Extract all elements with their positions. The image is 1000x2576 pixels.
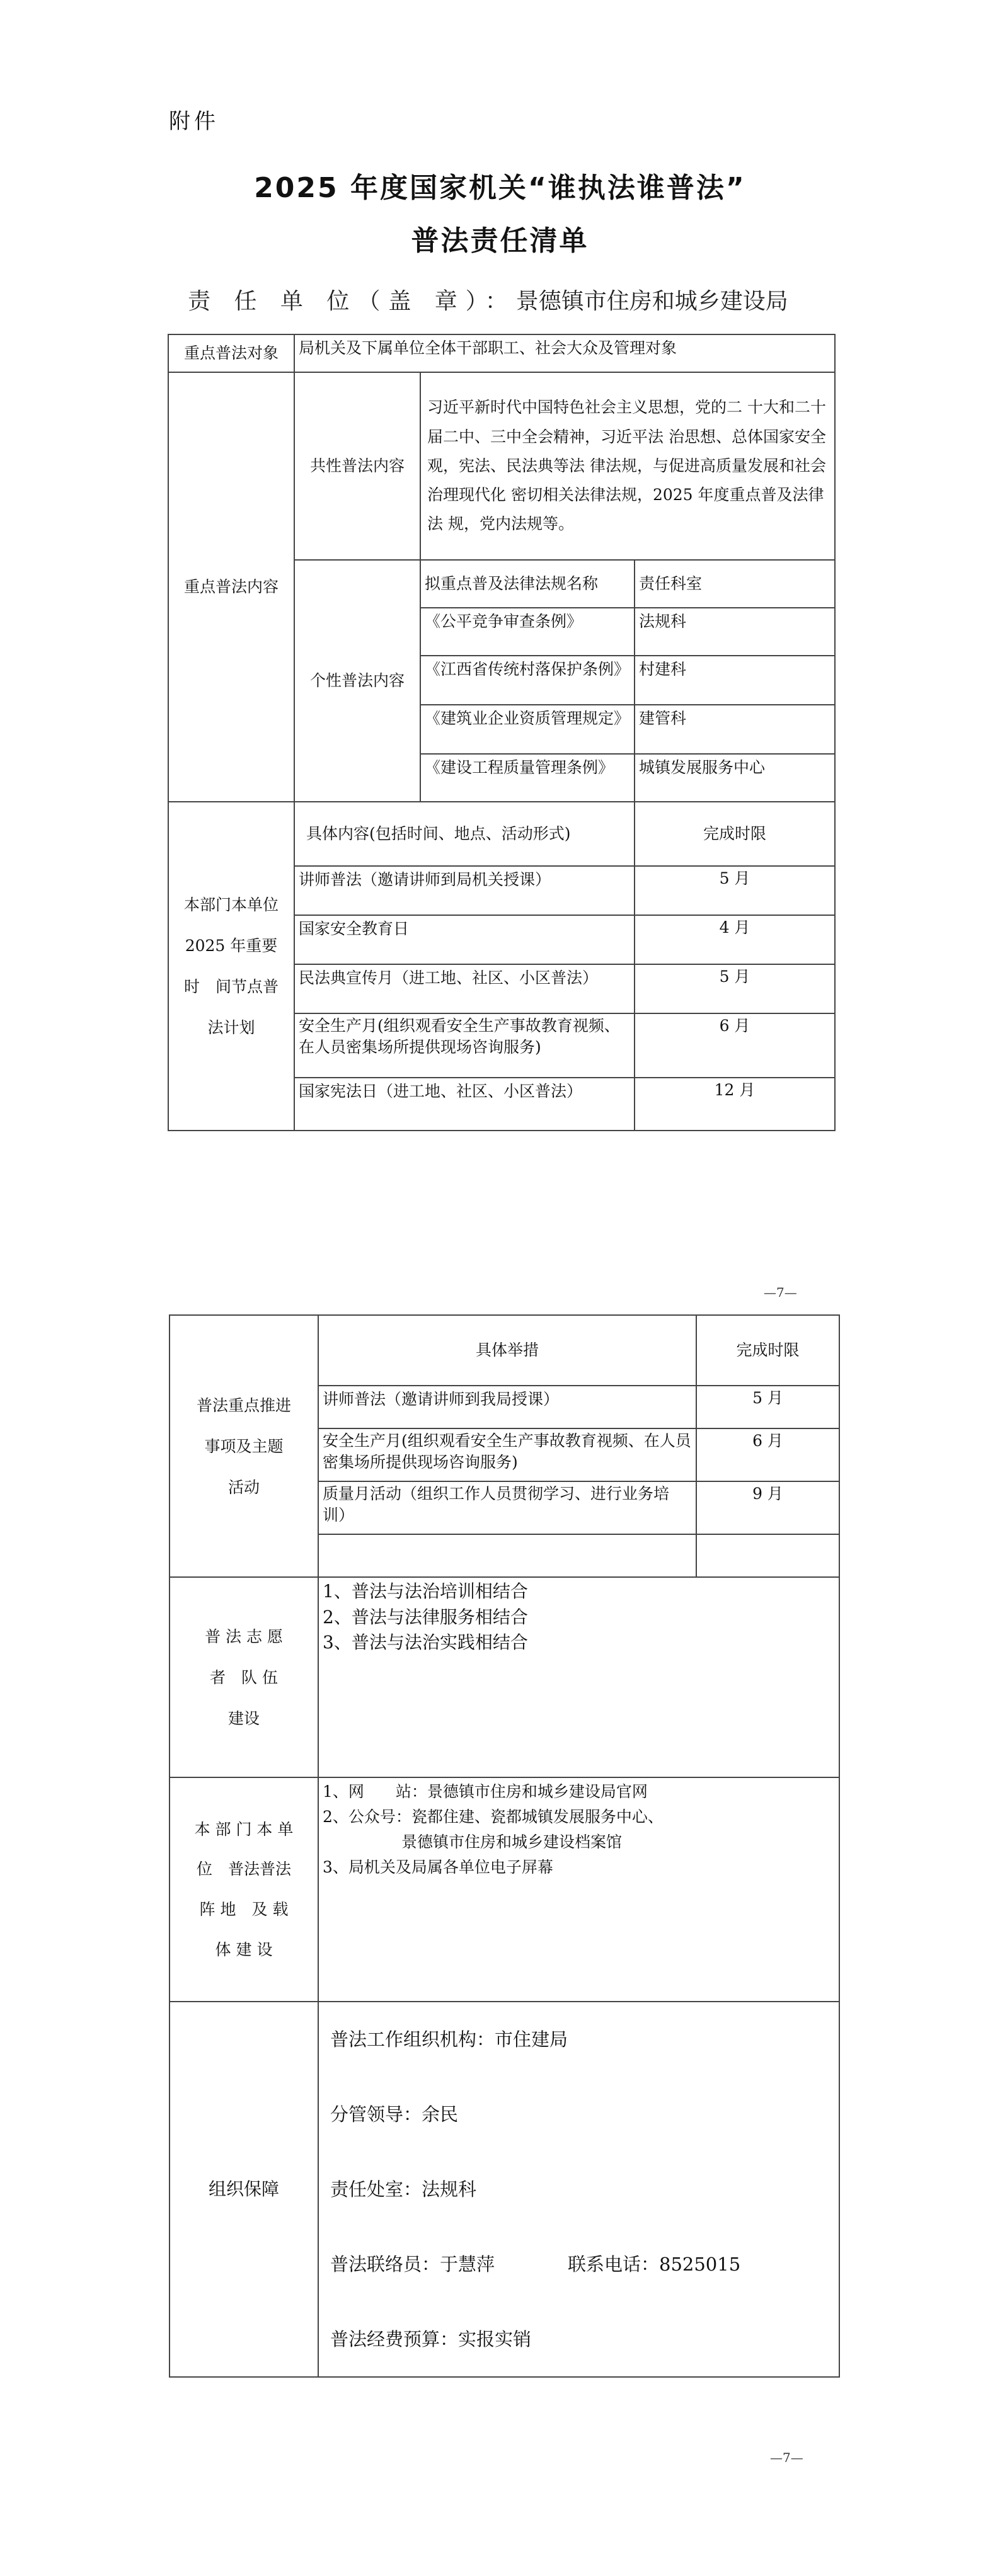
responsibility-table-continued bbox=[169, 1314, 840, 2378]
plan-time-cell: 4 月 bbox=[635, 915, 835, 964]
measures-time-cell bbox=[696, 1534, 839, 1577]
plan-label bbox=[168, 802, 294, 1131]
org-item: 普法经费预算：实报实销 bbox=[330, 2328, 532, 2350]
special-dept-cell: 建管科 bbox=[635, 705, 835, 754]
org-item: 分管领导：余民 bbox=[330, 2103, 459, 2125]
plan-label-line: 本部门本单位 bbox=[183, 896, 279, 914]
special-label: 个性普法内容 bbox=[294, 560, 420, 802]
plan-time-cell: 5 月 bbox=[635, 866, 835, 915]
common-label: 共性普法内容 bbox=[294, 372, 420, 560]
org-label: 组织保障 bbox=[170, 2002, 318, 2377]
volunteer-item: 2、普法与法律服务相结合 bbox=[323, 1606, 528, 1627]
measures-content-cell bbox=[318, 1534, 696, 1577]
special-header-dept: 责任科室 bbox=[635, 560, 835, 608]
common-text: 习近平新时代中国特色社会主义思想，党的二 十大和二十届二中、三中全会精神，习近平法 治思想、总体国家安全观，宪法、民法典等法 律法规，与促进高质量发展和社会治理现代化 密切相关法律法规，2025 年度重点普及法律法 规，党内法规等。 bbox=[420, 372, 835, 560]
special-law-cell: 《江西省传统村落保护条例》 bbox=[420, 656, 635, 705]
attachment-label: 附件 bbox=[169, 109, 219, 134]
document-title-line1: 2025 年度国家机关“谁执法谁普法” bbox=[254, 172, 746, 204]
plan-header-time: 完成时限 bbox=[635, 802, 835, 866]
positions-item: 1、网 站：景德镇市住房和城乡建设局官网 bbox=[323, 1782, 648, 1801]
target-value: 局机关及下属单位全体干部职工、社会大众及管理对象 bbox=[294, 334, 835, 372]
responsible-unit-value: 景德镇市住房和城乡建设局 bbox=[515, 288, 788, 314]
positions-label-line: 阵 地 及 载 bbox=[199, 1900, 289, 1918]
measures-label bbox=[170, 1315, 318, 1577]
volunteer-item: 3、普法与法治实践相结合 bbox=[323, 1632, 528, 1653]
volunteer-label-line: 者 队 伍 bbox=[210, 1668, 278, 1687]
special-dept-cell: 法规科 bbox=[635, 608, 835, 656]
measures-label-line: 活动 bbox=[227, 1478, 260, 1496]
document-title-line2: 普法责任清单 bbox=[411, 225, 589, 257]
measures-content-cell: 安全生产月(组织观看安全生产事故教育视频、在人员密集场所提供现场咨询服务) bbox=[318, 1428, 696, 1481]
measures-content-cell: 质量月活动（组织工作人员贯彻学习、进行业务培训） bbox=[318, 1481, 696, 1534]
responsibility-table bbox=[168, 334, 836, 1131]
plan-label-line: 法计划 bbox=[207, 1018, 255, 1037]
special-law-cell: 《建设工程质量管理条例》 bbox=[420, 754, 635, 802]
positions-label bbox=[170, 1777, 318, 2002]
org-item: 普法工作组织机构：市住建局 bbox=[330, 2029, 568, 2050]
plan-content-cell: 国家安全教育日 bbox=[294, 915, 635, 964]
plan-content-cell: 安全生产月(组织观看安全生产事故教育视频、在人员密集场所提供现场咨询服务) bbox=[294, 1013, 635, 1078]
plan-label-line: 2025 年重要 bbox=[185, 937, 278, 955]
measures-time-header: 完成时限 bbox=[696, 1315, 839, 1386]
special-dept-cell: 城镇发展服务中心 bbox=[635, 754, 835, 802]
volunteer-label bbox=[170, 1577, 318, 1777]
special-dept-cell: 村建科 bbox=[635, 656, 835, 705]
volunteer-items bbox=[318, 1577, 839, 1777]
positions-item: 2、公众号：瓷都住建、瓷都城镇发展服务中心、 bbox=[323, 1808, 664, 1826]
plan-label-line: 时 间节点普 bbox=[183, 977, 279, 996]
volunteer-label-line: 普 法 志 愿 bbox=[205, 1627, 283, 1646]
page-number: —7— bbox=[764, 1285, 797, 1300]
plan-content-cell: 国家宪法日（进工地、社区、小区普法） bbox=[294, 1078, 635, 1131]
measures-content-cell: 讲师普法（邀请讲师到我局授课） bbox=[318, 1386, 696, 1428]
plan-content-cell: 民法典宣传月（进工地、社区、小区普法） bbox=[294, 964, 635, 1013]
measures-label-line: 普法重点推进 bbox=[196, 1396, 291, 1415]
special-law-cell: 《公平竞争审查条例》 bbox=[420, 608, 635, 656]
positions-label-line: 位 普法普法 bbox=[196, 1860, 291, 1879]
responsible-unit bbox=[188, 283, 788, 316]
plan-time-cell: 6 月 bbox=[635, 1013, 835, 1078]
measures-time-cell: 5 月 bbox=[696, 1386, 839, 1428]
org-items bbox=[318, 2002, 839, 2377]
org-item: 责任处室：法规科 bbox=[330, 2178, 477, 2200]
org-item: 普法联络员：于慧萍 联系电话：8525015 bbox=[330, 2253, 741, 2275]
page-number: —7— bbox=[770, 2450, 803, 2465]
plan-time-cell: 12 月 bbox=[635, 1078, 835, 1131]
positions-item: 景德镇市住房和城乡建设档案馆 bbox=[323, 1833, 623, 1851]
measures-time-cell: 9 月 bbox=[696, 1481, 839, 1534]
measures-label-line: 事项及主题 bbox=[204, 1437, 284, 1456]
content-label: 重点普法内容 bbox=[168, 372, 294, 802]
positions-items bbox=[318, 1777, 839, 2002]
plan-time-cell: 5 月 bbox=[635, 964, 835, 1013]
plan-content-cell: 讲师普法（邀请讲师到局机关授课） bbox=[294, 866, 635, 915]
special-header-law: 拟重点普及法律法规名称 bbox=[420, 560, 635, 608]
measures-header: 具体举措 bbox=[318, 1315, 696, 1386]
measures-time-cell: 6 月 bbox=[696, 1428, 839, 1481]
plan-header-content: 具体内容(包括时间、地点、活动形式) bbox=[294, 802, 635, 866]
volunteer-item: 1、普法与法治培训相结合 bbox=[323, 1581, 528, 1602]
positions-label-line: 本 部 门 本 单 bbox=[194, 1820, 294, 1838]
positions-item: 3、局机关及局属各单位电子屏幕 bbox=[323, 1858, 553, 1876]
target-label: 重点普法对象 bbox=[168, 334, 294, 372]
volunteer-label-line: 建设 bbox=[227, 1709, 260, 1728]
positions-label-line: 体 建 设 bbox=[215, 1940, 273, 1959]
responsible-unit-label: 责 任 单 位（盖 章）： bbox=[188, 288, 516, 314]
special-law-cell: 《建筑业企业资质管理规定》 bbox=[420, 705, 635, 754]
